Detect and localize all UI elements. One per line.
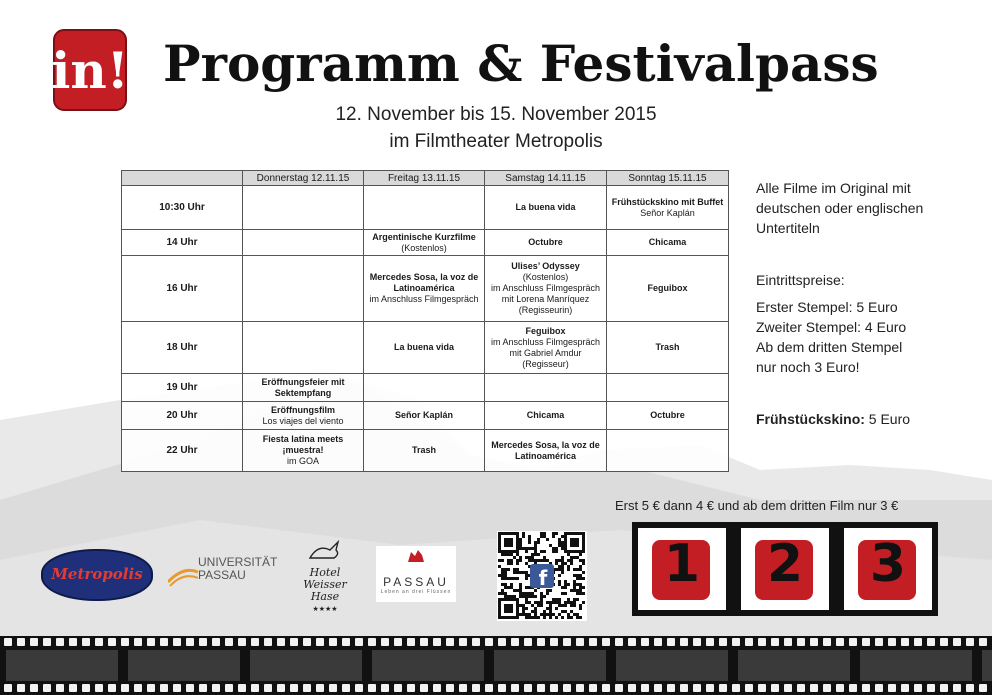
film-perforation	[433, 684, 441, 692]
film-perforation	[745, 684, 753, 692]
price-line: nur noch 3 Euro!	[756, 359, 860, 375]
schedule-table	[121, 170, 729, 472]
schedule-row	[122, 430, 729, 472]
price-line: Ab dem dritten Stempel	[756, 339, 903, 355]
screening-note: im Anschluss Filmgespräch mit Lorena Manríquez (Regisseurin)	[490, 283, 601, 315]
film-perforation	[355, 684, 363, 692]
date-range: 12. November bis 15. November 2015	[335, 104, 657, 125]
hotel-stars: ★★★★	[312, 605, 338, 613]
prices-heading: Eintrittspreise:	[756, 272, 845, 288]
film-perforation	[498, 638, 506, 646]
hotel-weisser-hase-logo	[294, 540, 356, 613]
screening-cell	[485, 374, 607, 402]
film-perforation	[264, 638, 272, 646]
screening-note: Los viajes del viento	[262, 415, 344, 426]
film-perforation	[420, 684, 428, 692]
film-perforation	[433, 638, 441, 646]
university-emblem-icon	[168, 558, 198, 588]
film-perforation	[134, 684, 142, 692]
film-perforation	[628, 684, 636, 692]
film-perforation	[329, 684, 337, 692]
time-slot: 14 Uhr	[122, 230, 243, 256]
film-perforation	[979, 684, 987, 692]
film-perforation	[667, 684, 675, 692]
film-perforation	[810, 684, 818, 692]
schedule-row	[122, 186, 729, 230]
film-perforation	[4, 638, 12, 646]
screening-cell	[364, 374, 485, 402]
film-perforation	[615, 638, 623, 646]
breakfast-price	[756, 409, 910, 429]
film-perforation	[615, 684, 623, 692]
film-perforation	[641, 638, 649, 646]
film-perforation	[823, 638, 831, 646]
film-perforation	[550, 684, 558, 692]
film-perforation	[17, 684, 25, 692]
screening-cell	[243, 374, 364, 402]
film-title: Trash	[655, 342, 680, 352]
film-perforation	[706, 684, 714, 692]
film-perforation	[381, 638, 389, 646]
film-perforation	[108, 684, 116, 692]
film-perforation	[511, 638, 519, 646]
film-perforation	[953, 684, 961, 692]
film-perforation	[940, 684, 948, 692]
film-title: Mercedes Sosa, la voz de Latinoamérica	[369, 272, 479, 293]
film-title: Trash	[411, 445, 436, 455]
wolf-crest-icon	[406, 548, 426, 566]
university-passau-logo	[168, 556, 288, 592]
film-perforation	[797, 684, 805, 692]
hotel-label: Hotel	[309, 566, 341, 579]
film-perforation	[602, 638, 610, 646]
film-perforation	[394, 638, 402, 646]
screening-cell	[364, 402, 485, 430]
time-slot: 10:30 Uhr	[122, 186, 243, 230]
film-title: Señor Kaplán	[394, 410, 453, 420]
film-perforation	[186, 684, 194, 692]
passau-tagline: Leben an drei Flüssen	[380, 589, 452, 595]
time-column-header	[122, 171, 243, 186]
film-perforation	[654, 684, 662, 692]
film-perforation	[290, 684, 298, 692]
screening-cell	[364, 430, 485, 472]
film-title: Feguibox	[525, 325, 566, 336]
film-perforation	[784, 638, 792, 646]
film-perforation	[979, 638, 987, 646]
day-column-header: Donnerstag 12.11.15	[243, 171, 364, 186]
film-perforation	[758, 684, 766, 692]
film-perforation	[160, 638, 168, 646]
film-perforation	[368, 638, 376, 646]
film-perforation	[966, 684, 974, 692]
day-column-header: Freitag 13.11.15	[364, 171, 485, 186]
screening-cell	[607, 256, 729, 322]
screening-cell	[607, 430, 729, 472]
film-perforation	[264, 684, 272, 692]
film-perforation	[342, 638, 350, 646]
breakfast-label: Frühstückskino:	[756, 411, 865, 427]
schedule-row	[122, 402, 729, 430]
film-perforation	[537, 684, 545, 692]
film-perforation	[121, 638, 129, 646]
screening-cell	[243, 402, 364, 430]
hotel-name: Weisser Hase	[303, 578, 347, 603]
film-title: Chicama	[648, 237, 687, 247]
film-perforation	[563, 638, 571, 646]
breakfast-value: 5 Euro	[868, 411, 911, 427]
film-perforation	[147, 684, 155, 692]
film-perforation	[927, 684, 935, 692]
film-perforation	[446, 684, 454, 692]
film-perforation	[485, 684, 493, 692]
screening-note: (Kostenlos)	[522, 272, 569, 282]
day-column-header: Sonntag 15.11.15	[607, 171, 729, 186]
time-slot: 19 Uhr	[122, 374, 243, 402]
festival-logo	[52, 28, 128, 112]
screening-cell	[485, 186, 607, 230]
stamp-box-1	[638, 528, 726, 610]
film-perforation	[472, 684, 480, 692]
time-slot: 16 Uhr	[122, 256, 243, 322]
film-perforation	[602, 684, 610, 692]
film-perforation	[823, 684, 831, 692]
passau-name: PASSAU	[383, 575, 449, 589]
film-title: Octubre	[650, 410, 685, 420]
film-perforation	[511, 684, 519, 692]
film-perforation	[251, 684, 259, 692]
film-perforation	[914, 638, 922, 646]
film-perforation	[277, 638, 285, 646]
metropolis-logo-text: Metropolis	[51, 565, 143, 583]
film-perforation	[836, 638, 844, 646]
film-perforation	[420, 638, 428, 646]
film-perforation	[277, 684, 285, 692]
screening-note: (Kostenlos)	[401, 242, 447, 253]
screening-cell	[485, 430, 607, 472]
film-perforation	[121, 684, 129, 692]
price-list	[756, 297, 906, 377]
film-perforation	[30, 684, 38, 692]
film-perforation	[862, 684, 870, 692]
film-perforation	[966, 638, 974, 646]
film-strip	[0, 636, 992, 695]
schedule-row	[122, 322, 729, 374]
price-line: Zweiter Stempel: 4 Euro	[756, 319, 907, 335]
screening-note: Señor Kaplán	[640, 207, 695, 218]
film-title: Mercedes Sosa, la voz de Latinoamérica	[491, 439, 600, 461]
film-perforation	[30, 638, 38, 646]
screening-cell	[364, 256, 485, 322]
schedule-row	[122, 374, 729, 402]
film-perforation	[758, 638, 766, 646]
film-perforation	[381, 684, 389, 692]
film-perforation	[693, 638, 701, 646]
film-perforation	[849, 638, 857, 646]
film-perforation	[771, 638, 779, 646]
film-perforation	[147, 638, 155, 646]
film-title: Feguibox	[647, 283, 688, 293]
screening-cell	[607, 186, 729, 230]
film-title: La buena vida	[393, 342, 455, 352]
film-perforation	[732, 638, 740, 646]
film-title: Chicama	[526, 410, 565, 420]
film-perforation	[706, 638, 714, 646]
film-perforation	[43, 638, 51, 646]
film-perforation	[589, 684, 597, 692]
film-perforation	[576, 684, 584, 692]
film-perforation	[69, 638, 77, 646]
screening-cell	[364, 230, 485, 256]
film-perforation	[160, 684, 168, 692]
film-title: Eröffnungsfilm	[271, 404, 335, 415]
film-perforation	[563, 684, 571, 692]
film-perforation	[550, 638, 558, 646]
film-perforation	[446, 638, 454, 646]
logo-text: in!	[52, 41, 128, 100]
film-perforation	[875, 684, 883, 692]
film-perforation	[680, 684, 688, 692]
stamp-number: 3	[869, 534, 907, 594]
film-perforation	[199, 684, 207, 692]
screening-cell	[607, 402, 729, 430]
stamp-number: 2	[766, 534, 804, 594]
film-perforation	[316, 684, 324, 692]
film-frame	[494, 650, 606, 681]
qr-code[interactable]	[497, 531, 587, 621]
film-perforation	[784, 684, 792, 692]
film-perforation	[771, 684, 779, 692]
film-perforation	[329, 638, 337, 646]
film-perforation	[888, 638, 896, 646]
venue: im Filmtheater Metropolis	[389, 131, 603, 152]
film-perforation	[394, 684, 402, 692]
screening-cell	[607, 230, 729, 256]
film-perforation	[654, 638, 662, 646]
screening-cell	[243, 430, 364, 472]
film-title: Argentinische Kurzfilme	[372, 231, 476, 242]
film-perforation	[901, 638, 909, 646]
subtitles-note: Alle Filme im Original mit deutschen oder englischen Untertiteln	[756, 180, 924, 236]
film-perforation	[485, 638, 493, 646]
film-title: Fiesta latina meets ¡muestra!	[262, 434, 344, 455]
screening-cell	[243, 256, 364, 322]
film-perforation	[316, 638, 324, 646]
screening-cell	[364, 186, 485, 230]
film-perforation	[901, 684, 909, 692]
film-perforation	[368, 684, 376, 692]
film-perforation	[940, 638, 948, 646]
film-perforation	[56, 638, 64, 646]
screening-note: im Anschluss Filmgespräch	[369, 294, 479, 304]
film-frame	[738, 650, 850, 681]
film-perforation	[303, 638, 311, 646]
screening-cell	[243, 186, 364, 230]
film-perforation	[810, 638, 818, 646]
film-perforation	[693, 684, 701, 692]
film-perforation	[719, 638, 727, 646]
film-perforation	[43, 684, 51, 692]
film-perforation	[498, 684, 506, 692]
film-frame	[250, 650, 362, 681]
schedule-row	[122, 256, 729, 322]
screening-cell	[485, 256, 607, 322]
festival-pass-stamps	[632, 522, 938, 616]
film-perforation	[407, 684, 415, 692]
film-frame	[982, 650, 992, 681]
film-perforation	[95, 638, 103, 646]
screening-cell	[485, 402, 607, 430]
film-perforation	[719, 684, 727, 692]
film-perforation	[537, 638, 545, 646]
film-perforation	[108, 638, 116, 646]
time-slot: 22 Uhr	[122, 430, 243, 472]
film-perforation	[56, 684, 64, 692]
screening-note: im GOA	[286, 456, 319, 466]
film-title: Ulises’ Odyssey	[511, 261, 580, 271]
film-frame	[860, 650, 972, 681]
university-city: PASSAU	[198, 568, 246, 582]
film-perforation	[953, 638, 961, 646]
film-perforation	[472, 638, 480, 646]
film-perforation	[862, 638, 870, 646]
film-frame	[372, 650, 484, 681]
film-perforation	[667, 638, 675, 646]
film-perforation	[186, 638, 194, 646]
film-perforation	[303, 684, 311, 692]
film-perforation	[732, 684, 740, 692]
film-perforation	[459, 638, 467, 646]
film-perforation	[173, 684, 181, 692]
film-perforation	[212, 638, 220, 646]
time-slot: 18 Uhr	[122, 322, 243, 374]
passau-city-logo	[376, 546, 456, 602]
film-perforation	[524, 684, 532, 692]
film-perforation	[238, 684, 246, 692]
film-title: La buena vida	[515, 202, 576, 212]
day-column-header: Samstag 14.11.15	[485, 171, 607, 186]
time-slot: 20 Uhr	[122, 402, 243, 430]
film-perforation	[134, 638, 142, 646]
film-perforation	[173, 638, 181, 646]
film-perforation	[251, 638, 259, 646]
film-perforation	[82, 684, 90, 692]
page-title: Programm & Festivalpass	[163, 34, 879, 93]
film-title: Eröffnungsfeier mit Sektempfang	[261, 376, 345, 398]
screening-cell	[364, 322, 485, 374]
screening-cell	[607, 322, 729, 374]
schedule-header-row	[122, 171, 729, 186]
film-perforation	[82, 638, 90, 646]
festival-pass-offer: Erst 5 € dann 4 € und ab dem dritten Film nur 3 €	[615, 498, 899, 513]
film-frame	[128, 650, 240, 681]
price-line: Erster Stempel: 5 Euro	[756, 299, 898, 315]
film-perforation	[524, 638, 532, 646]
stamp-box-3	[844, 528, 932, 610]
screening-cell	[243, 322, 364, 374]
film-perforation	[17, 638, 25, 646]
film-title: Frühstückskino mit Buffet	[611, 196, 724, 207]
film-frame	[6, 650, 118, 681]
film-perforation	[576, 638, 584, 646]
film-perforation	[238, 638, 246, 646]
hare-icon	[308, 540, 342, 562]
film-perforation	[914, 684, 922, 692]
facebook-icon-glyph: f	[538, 566, 548, 590]
film-perforation	[4, 684, 12, 692]
screening-cell	[243, 230, 364, 256]
film-perforation	[875, 638, 883, 646]
schedule-row	[122, 230, 729, 256]
film-perforation	[225, 684, 233, 692]
film-perforation	[888, 684, 896, 692]
screening-note: im Anschluss Filmgespräch mit Gabriel Amdur (Regisseur)	[490, 336, 601, 369]
film-perforation	[69, 684, 77, 692]
film-perforation	[797, 638, 805, 646]
film-perforation	[589, 638, 597, 646]
film-perforation	[849, 684, 857, 692]
screening-cell	[607, 374, 729, 402]
screening-cell	[485, 230, 607, 256]
metropolis-logo	[41, 549, 153, 601]
film-perforation	[355, 638, 363, 646]
university-name: UNIVERSITÄT	[198, 555, 278, 569]
film-title: Octubre	[528, 237, 563, 247]
film-perforation	[641, 684, 649, 692]
film-perforation	[290, 638, 298, 646]
film-perforation	[628, 638, 636, 646]
film-perforation	[836, 684, 844, 692]
film-perforation	[745, 638, 753, 646]
film-perforation	[95, 684, 103, 692]
stamp-number: 1	[663, 534, 701, 594]
film-perforation	[407, 638, 415, 646]
stamp-box-2	[741, 528, 829, 610]
screening-cell	[485, 322, 607, 374]
film-perforation	[927, 638, 935, 646]
film-perforation	[199, 638, 207, 646]
film-perforation	[225, 638, 233, 646]
film-perforation	[342, 684, 350, 692]
film-perforation	[459, 684, 467, 692]
film-frame	[616, 650, 728, 681]
film-perforation	[680, 638, 688, 646]
film-perforation	[212, 684, 220, 692]
